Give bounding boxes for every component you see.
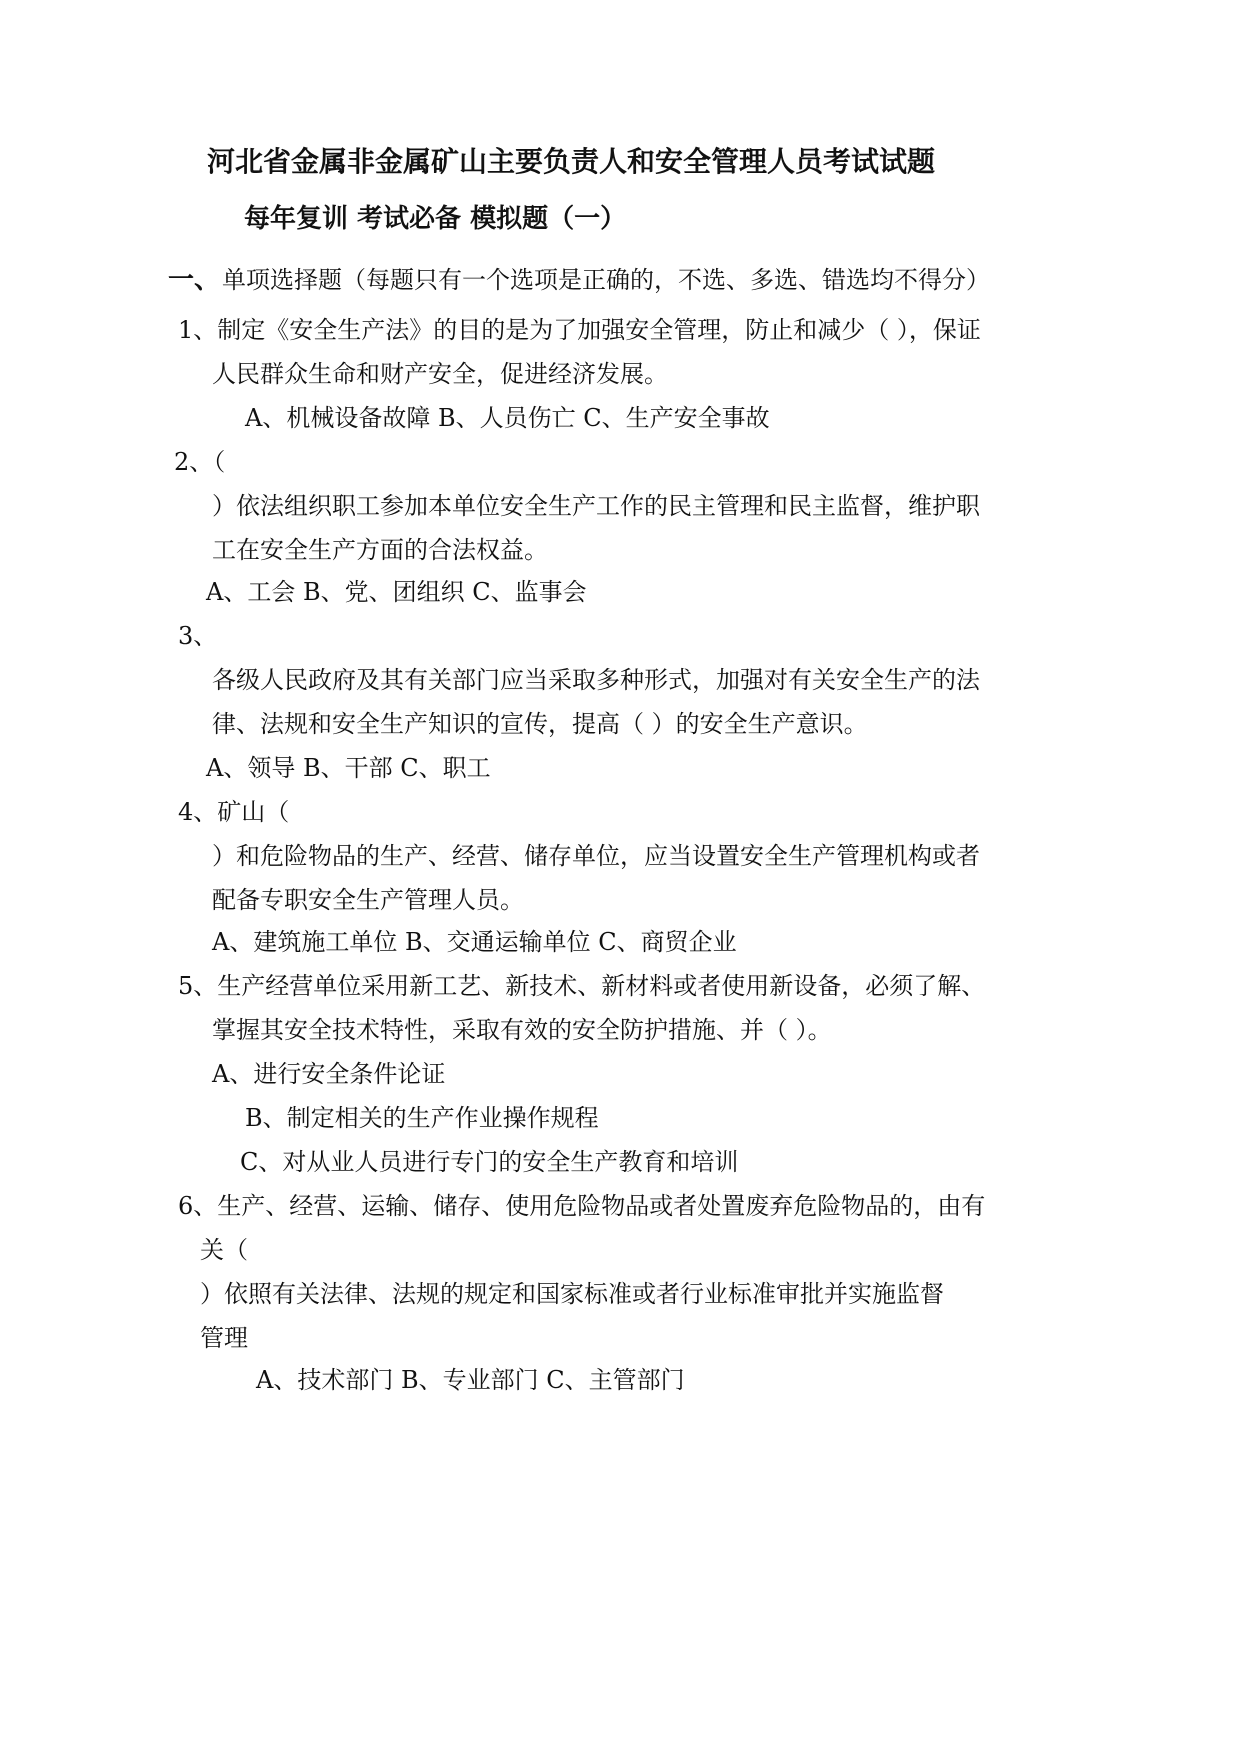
question-5-line-1: 5、生产经营单位采用新工艺、新技术、新材料或者使用新设备，必须了解、 (178, 972, 986, 1000)
question-4-line-2: ）和危险物品的生产、经营、储存单位，应当设置安全生产管理机构或者 (212, 842, 980, 870)
question-3-line-3: 律、法规和安全生产知识的宣传，提高（ ）的安全生产意识。 (212, 710, 868, 738)
question-2-line-3: 工在安全生产方面的合法权益。 (212, 536, 548, 564)
question-5-line-2: 掌握其安全技术特性，采取有效的安全防护措施、并（ ）。 (212, 1016, 832, 1044)
question-1-line-2: 人民群众生命和财产安全，促进经济发展。 (212, 360, 668, 388)
question-3-line-2: 各级人民政府及其有关部门应当采取多种形式，加强对有关安全生产的法 (212, 666, 980, 694)
question-6-line-2: 关（ (200, 1236, 248, 1264)
question-2-options: A、工会 B、党、团组织 C、监事会 (206, 578, 587, 606)
question-6-options: A、技术部门 B、专业部门 C、主管部门 (256, 1366, 685, 1394)
question-3-options: A、领导 B、干部 C、职工 (206, 754, 491, 782)
section-heading: 单项选择题（每题只有一个选项是正确的，不选、多选、错选均不得分） (222, 266, 990, 294)
question-5-option-c: C、对从业人员进行专门的安全生产教育和培训 (240, 1148, 739, 1176)
question-5-option-a: A、进行安全条件论证 (212, 1060, 446, 1088)
document-title: 河北省金属非金属矿山主要负责人和安全管理人员考试试题 (207, 145, 936, 178)
question-6-line-1: 6、生产、经营、运输、储存、使用危险物品或者处置废弃危险物品的，由有 (178, 1192, 986, 1220)
question-3-line-1: 3、 (178, 622, 218, 650)
question-4-options: A、建筑施工单位 B、交通运输单位 C、商贸企业 (212, 928, 737, 956)
question-6-line-4: 管理 (200, 1324, 248, 1352)
document-subtitle: 每年复训 考试必备 模拟题（一） (244, 204, 627, 234)
question-1-line-1: 1、制定《安全生产法》的目的是为了加强安全管理，防止和减少（ ），保证 (178, 316, 981, 344)
question-4-line-1: 4、矿山（ (178, 798, 290, 826)
section-number: 一、 (168, 265, 221, 295)
question-4-line-3: 配备专职安全生产管理人员。 (212, 886, 524, 914)
question-5-option-b: B、制定相关的生产作业操作规程 (245, 1104, 599, 1132)
question-1-options: A、机械设备故障 B、人员伤亡 C、生产安全事故 (245, 404, 770, 432)
question-2-line-2: ）依法组织职工参加本单位安全生产工作的民主管理和民主监督，维护职 (212, 492, 980, 520)
question-2-line-1: 2、（ (174, 448, 226, 476)
question-6-line-3: ）依照有关法律、法规的规定和国家标准或者行业标准审批并实施监督 (200, 1280, 944, 1308)
